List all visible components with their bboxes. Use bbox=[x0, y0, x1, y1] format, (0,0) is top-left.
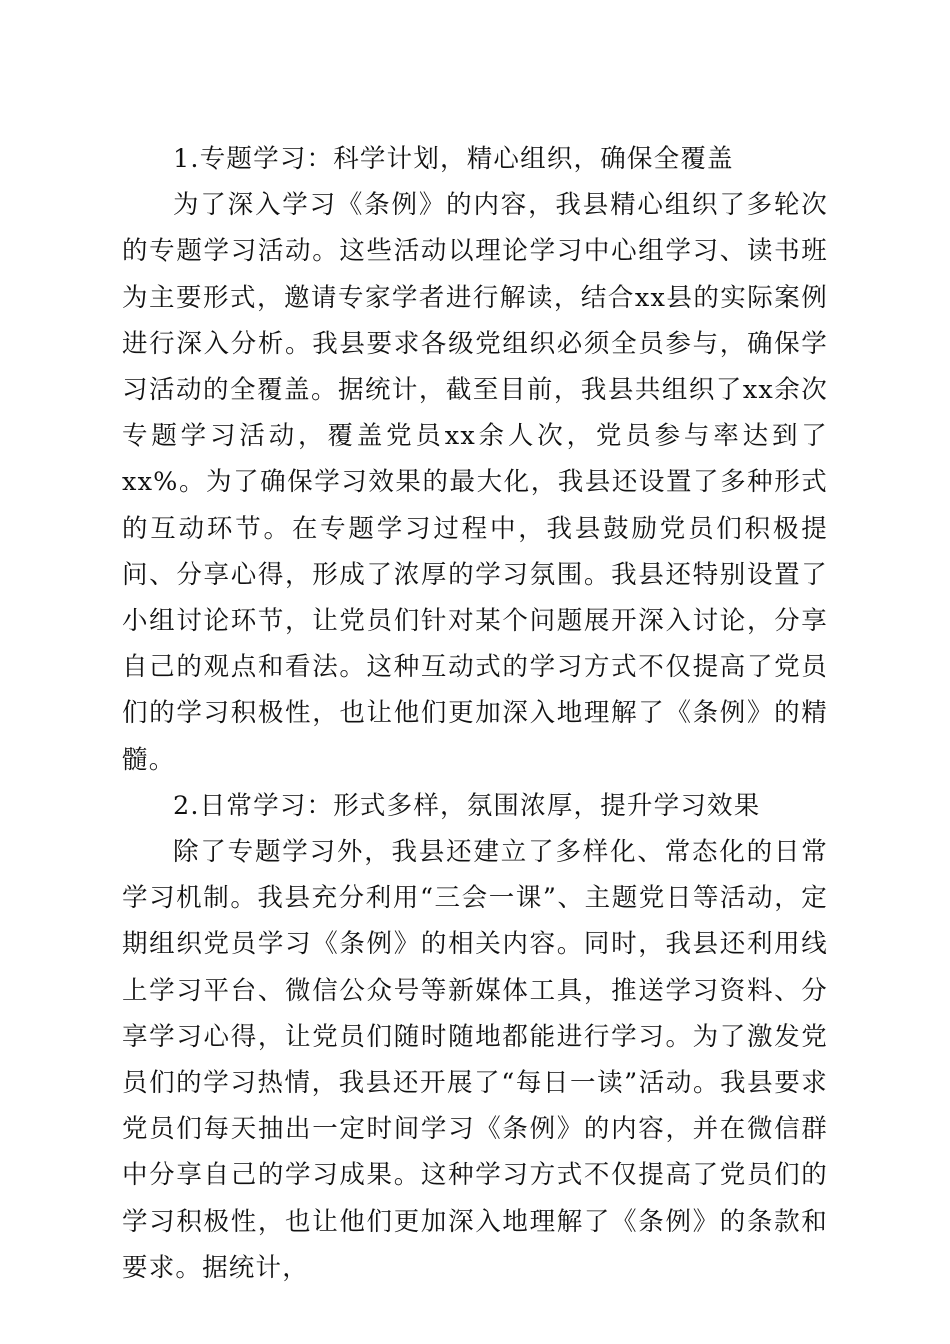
section-1-paragraph: 为了深入学习《条例》的内容，我县精心组织了多轮次的专题学习活动。这些活动以理论学习中心组学习、读书班为主要形式，邀请专家学者进行解读，结合xx县的实际案例进行深入分析。我县要求各级党组织必须全员参与，确保学习活动的全覆盖。据统计，截至目前，我县共组织了xx余次专题学习活动，覆盖党员xx余人次，党员参与率达到了xx%。为了确保学习效果的最大化，我县还设置了多种形式的互动环节。在专题学习过程中，我县鼓励党员们积极提问、分享心得，形成了浓厚的学习氛围。我县还特别设置了小组讨论环节，让党员们针对某个问题展开深入讨论，分享自己的观点和看法。这种互动式的学习方式不仅提高了党员们的学习积极性，也让他们更加深入地理解了《条例》的精髓。 bbox=[122, 190, 828, 775]
document-body bbox=[122, 136, 828, 1291]
section-1-heading: 1.专题学习：科学计划，精心组织，确保全覆盖 bbox=[173, 144, 734, 174]
section-2-paragraph: 除了专题学习外，我县还建立了多样化、常态化的日常学习机制。我县充分利用“三会一课”、主题党日等活动，定期组织党员学习《条例》的相关内容。同时，我县还利用线上学习平台、微信公众号等新媒体工具，推送学习资料、分享学习心得，让党员们随时随地都能进行学习。为了激发党员们的学习热情，我县还开展了“每日一读”活动。我县要求党员们每天抽出一定时间学习《条例》的内容，并在微信群中分享自己的学习成果。这种学习方式不仅提高了党员们的学习积极性，也让他们更加深入地理解了《条例》的条款和要求。据统计， bbox=[122, 837, 828, 1283]
section-2-heading: 2.日常学习：形式多样，氛围浓厚，提升学习效果 bbox=[173, 790, 761, 821]
